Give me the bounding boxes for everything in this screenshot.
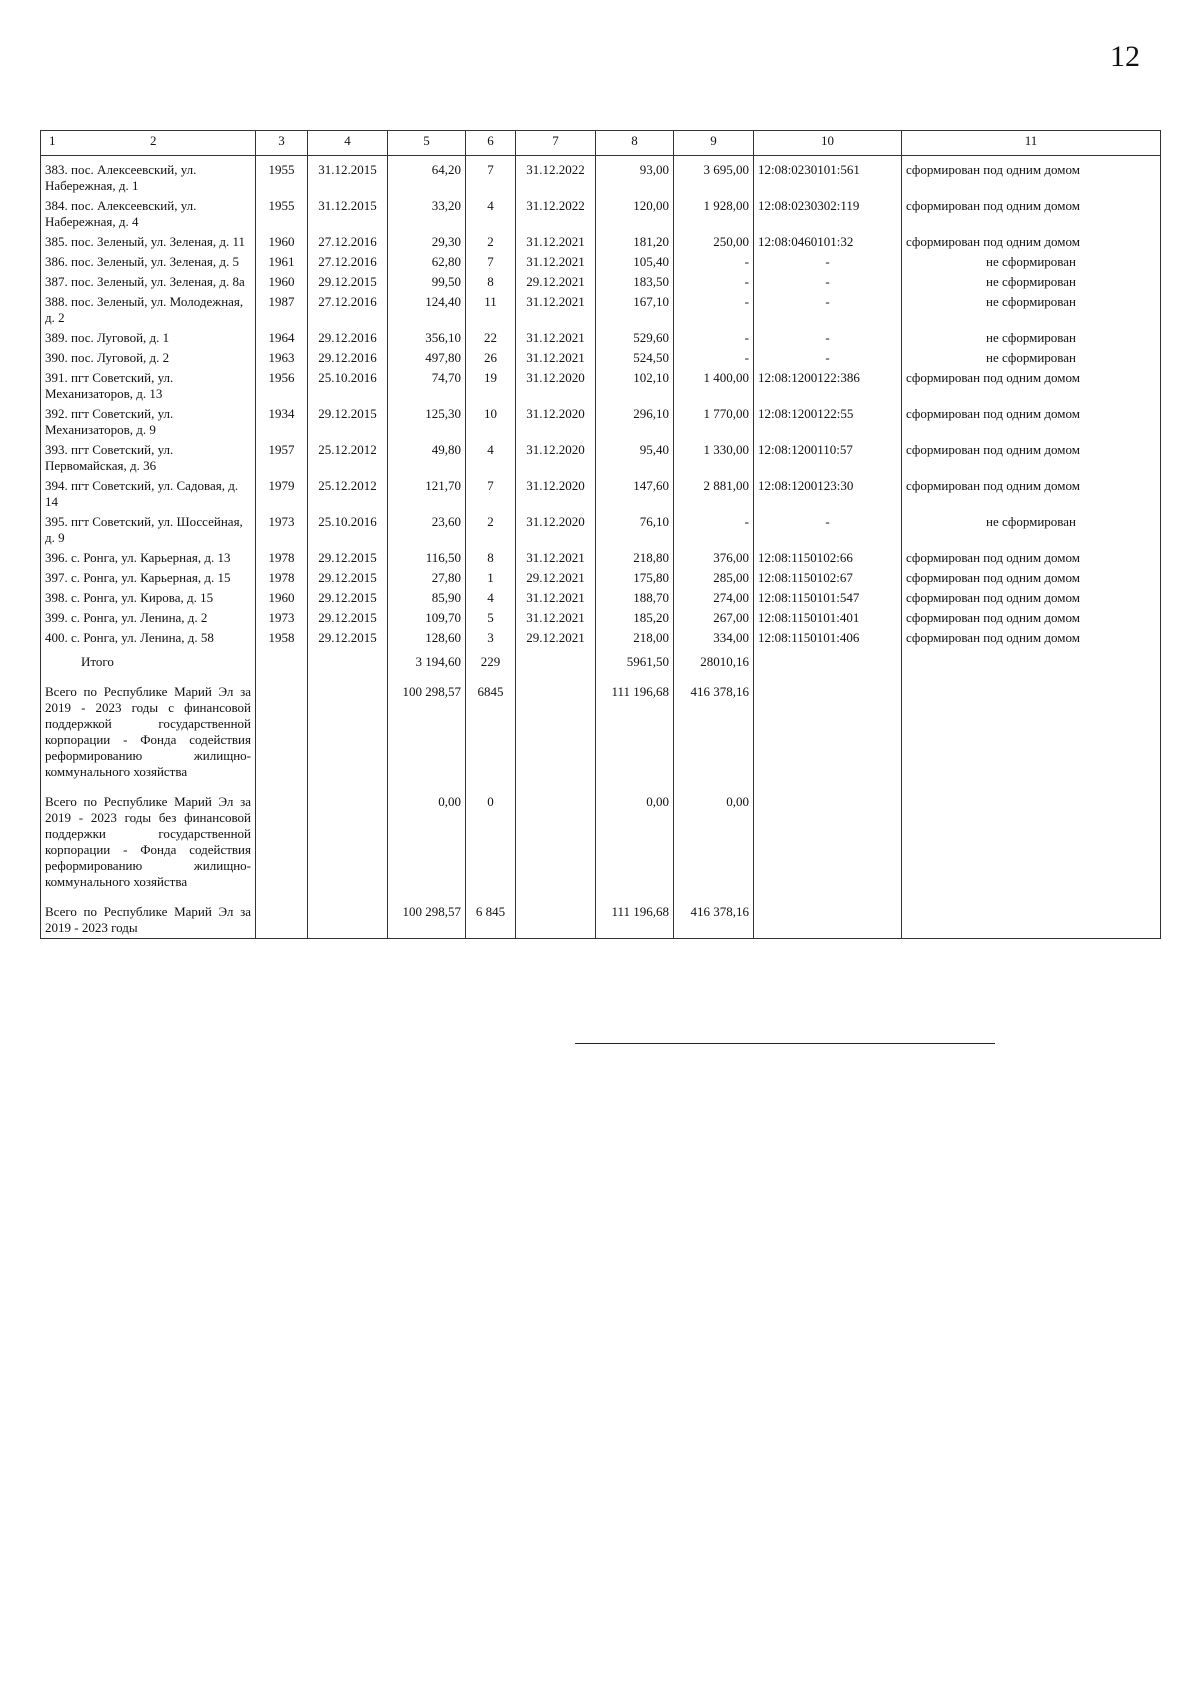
date-recognized-cell: 25.12.2012: [308, 440, 388, 476]
cadastral-cell: -: [754, 272, 902, 292]
total-row: [41, 782, 1161, 892]
land-area-cell: -: [674, 272, 754, 292]
land-status-cell: не сформирован: [902, 272, 1161, 292]
land-status-cell: сформирован под одним домом: [902, 368, 1161, 404]
date-recognized-cell: 29.12.2015: [308, 548, 388, 568]
land-status-cell: сформирован под одним домом: [902, 440, 1161, 476]
total-residents: 6 845: [466, 892, 516, 939]
year-cell: 1973: [256, 512, 308, 548]
year-cell: 1957: [256, 440, 308, 476]
area-cell: 497,80: [388, 348, 466, 368]
date-recognized-cell: 29.12.2015: [308, 404, 388, 440]
land-area-cell: 267,00: [674, 608, 754, 628]
table-row: [41, 252, 1161, 272]
table-row: [41, 292, 1161, 328]
address-cell: 388. пос. Зеленый, ул. Молодежная, д. 2: [41, 292, 256, 328]
area2-cell: 188,70: [596, 588, 674, 608]
land-status-cell: сформирован под одним домом: [902, 628, 1161, 648]
area-cell: 74,70: [388, 368, 466, 404]
year-cell: 1960: [256, 232, 308, 252]
residents-cell: 2: [466, 512, 516, 548]
subtotal-kad-cell: [754, 648, 902, 672]
area-cell: 29,30: [388, 232, 466, 252]
total-kad-cell: [754, 892, 902, 939]
year-cell: 1963: [256, 348, 308, 368]
address-cell: 385. пос. Зеленый, ул. Зеленая, д. 11: [41, 232, 256, 252]
land-area-cell: -: [674, 512, 754, 548]
subtotal-land-area: 28010,16: [674, 648, 754, 672]
address-cell: 396. с. Ронга, ул. Карьерная, д. 13: [41, 548, 256, 568]
cadastral-cell: 12:08:1150102:66: [754, 548, 902, 568]
land-status-cell: сформирован под одним домом: [902, 588, 1161, 608]
area-cell: 62,80: [388, 252, 466, 272]
date-planned-cell: 31.12.2021: [516, 252, 596, 272]
total-land-area: 0,00: [674, 782, 754, 892]
total-area: 100 298,57: [388, 892, 466, 939]
address-cell: 399. с. Ронга, ул. Ленина, д. 2: [41, 608, 256, 628]
area-cell: 128,60: [388, 628, 466, 648]
divider-line: [575, 1043, 995, 1044]
land-area-cell: -: [674, 292, 754, 328]
col-header-10: 10: [754, 131, 902, 156]
total-date-cell: [308, 782, 388, 892]
total-area: 100 298,57: [388, 672, 466, 782]
cadastral-cell: 12:08:1150101:406: [754, 628, 902, 648]
date-planned-cell: 31.12.2021: [516, 232, 596, 252]
address-cell: 387. пос. Зеленый, ул. Зеленая, д. 8а: [41, 272, 256, 292]
total-area2: 111 196,68: [596, 892, 674, 939]
residents-cell: 1: [466, 568, 516, 588]
date-planned-cell: 29.12.2021: [516, 628, 596, 648]
area2-cell: 183,50: [596, 272, 674, 292]
land-area-cell: 3 695,00: [674, 156, 754, 197]
area-cell: 124,40: [388, 292, 466, 328]
residents-cell: 3: [466, 628, 516, 648]
col-header-11: 11: [902, 131, 1161, 156]
date-recognized-cell: 25.10.2016: [308, 368, 388, 404]
total-status-cell: [902, 892, 1161, 939]
land-area-cell: 274,00: [674, 588, 754, 608]
total-row: [41, 672, 1161, 782]
col-header-3: 3: [256, 131, 308, 156]
address-cell: 390. пос. Луговой, д. 2: [41, 348, 256, 368]
date-planned-cell: 31.12.2021: [516, 588, 596, 608]
date-recognized-cell: 29.12.2016: [308, 348, 388, 368]
total-kad-cell: [754, 782, 902, 892]
cadastral-cell: 12:08:1150101:401: [754, 608, 902, 628]
date-planned-cell: 31.12.2020: [516, 368, 596, 404]
year-cell: 1973: [256, 608, 308, 628]
table-row: [41, 196, 1161, 232]
area2-cell: 95,40: [596, 440, 674, 476]
area-cell: 64,20: [388, 156, 466, 197]
area-cell: 125,30: [388, 404, 466, 440]
cadastral-cell: -: [754, 328, 902, 348]
residents-cell: 7: [466, 476, 516, 512]
date-planned-cell: 31.12.2022: [516, 196, 596, 232]
date-planned-cell: 31.12.2021: [516, 328, 596, 348]
subtotal-residents: 229: [466, 648, 516, 672]
cadastral-cell: 12:08:0460101:32: [754, 232, 902, 252]
header-row: [41, 131, 1161, 156]
land-area-cell: 334,00: [674, 628, 754, 648]
area2-cell: 296,10: [596, 404, 674, 440]
table-row: [41, 328, 1161, 348]
residents-cell: 4: [466, 196, 516, 232]
land-status-cell: не сформирован: [902, 512, 1161, 548]
col-header-5: 5: [388, 131, 466, 156]
total-date2-cell: [516, 672, 596, 782]
total-year-cell: [256, 892, 308, 939]
date-recognized-cell: 31.12.2015: [308, 196, 388, 232]
residents-cell: 4: [466, 440, 516, 476]
area2-cell: 93,00: [596, 156, 674, 197]
table-row: [41, 512, 1161, 548]
land-status-cell: сформирован под одним домом: [902, 568, 1161, 588]
land-status-cell: сформирован под одним домом: [902, 476, 1161, 512]
total-label: Всего по Республике Марий Эл за 2019 - 2023 годы с финансовой поддержкой государственной корпорации - Фонда содействия реформированию жилищно-коммунального хозяйства: [41, 672, 256, 782]
table-row: [41, 272, 1161, 292]
date-planned-cell: 31.12.2021: [516, 348, 596, 368]
subtotal-area2: 5961,50: [596, 648, 674, 672]
date-recognized-cell: 29.12.2015: [308, 588, 388, 608]
table-row: [41, 440, 1161, 476]
date-planned-cell: 31.12.2021: [516, 548, 596, 568]
total-land-area: 416 378,16: [674, 892, 754, 939]
address-cell: 391. пгт Советский, ул. Механизаторов, д. 13: [41, 368, 256, 404]
cadastral-cell: 12:08:1200123:30: [754, 476, 902, 512]
address-cell: 386. пос. Зеленый, ул. Зеленая, д. 5: [41, 252, 256, 272]
land-area-cell: 1 770,00: [674, 404, 754, 440]
total-kad-cell: [754, 672, 902, 782]
year-cell: 1978: [256, 548, 308, 568]
land-status-cell: не сформирован: [902, 348, 1161, 368]
page-number: 12: [1110, 40, 1140, 73]
table-body: [41, 156, 1161, 939]
total-date-cell: [308, 892, 388, 939]
date-recognized-cell: 31.12.2015: [308, 156, 388, 197]
address-cell: 384. пос. Алексеевский, ул. Набережная, д. 4: [41, 196, 256, 232]
area2-cell: 185,20: [596, 608, 674, 628]
cadastral-cell: -: [754, 292, 902, 328]
address-cell: 398. с. Ронга, ул. Кирова, д. 15: [41, 588, 256, 608]
land-status-cell: сформирован под одним домом: [902, 156, 1161, 197]
date-recognized-cell: 29.12.2015: [308, 272, 388, 292]
address-cell: 383. пос. Алексеевский, ул. Набережная, д. 1: [41, 156, 256, 197]
residents-cell: 26: [466, 348, 516, 368]
land-area-cell: -: [674, 348, 754, 368]
date-planned-cell: 31.12.2020: [516, 512, 596, 548]
residents-cell: 4: [466, 588, 516, 608]
subtotal-row: [41, 648, 1161, 672]
total-status-cell: [902, 782, 1161, 892]
total-residents: 0: [466, 782, 516, 892]
land-status-cell: сформирован под одним домом: [902, 196, 1161, 232]
subtotal-label: Итого: [41, 648, 256, 672]
year-cell: 1960: [256, 588, 308, 608]
col-header-9: 9: [674, 131, 754, 156]
table-row: [41, 368, 1161, 404]
year-cell: 1961: [256, 252, 308, 272]
land-area-cell: 1 330,00: [674, 440, 754, 476]
cadastral-cell: 12:08:1150102:67: [754, 568, 902, 588]
date-planned-cell: 31.12.2020: [516, 404, 596, 440]
date-recognized-cell: 27.12.2016: [308, 292, 388, 328]
col-header-8: 8: [596, 131, 674, 156]
total-label: Всего по Республике Марий Эл за 2019 - 2023 годы: [41, 892, 256, 939]
table-row: [41, 548, 1161, 568]
total-land-area: 416 378,16: [674, 672, 754, 782]
date-planned-cell: 31.12.2021: [516, 608, 596, 628]
cadastral-cell: -: [754, 348, 902, 368]
area-cell: 33,20: [388, 196, 466, 232]
subtotal-date2-cell: [516, 648, 596, 672]
total-residents: 6845: [466, 672, 516, 782]
table-row: [41, 608, 1161, 628]
subtotal-year-cell: [256, 648, 308, 672]
subtotal-area: 3 194,60: [388, 648, 466, 672]
address-cell: 400. с. Ронга, ул. Ленина, д. 58: [41, 628, 256, 648]
land-status-cell: сформирован под одним домом: [902, 404, 1161, 440]
cadastral-cell: 12:08:0230101:561: [754, 156, 902, 197]
residents-cell: 8: [466, 548, 516, 568]
cadastral-cell: -: [754, 252, 902, 272]
land-status-cell: не сформирован: [902, 292, 1161, 328]
total-year-cell: [256, 782, 308, 892]
year-cell: 1987: [256, 292, 308, 328]
land-area-cell: 250,00: [674, 232, 754, 252]
land-area-cell: 285,00: [674, 568, 754, 588]
col-header-7: 7: [516, 131, 596, 156]
year-cell: 1955: [256, 196, 308, 232]
total-area2: 111 196,68: [596, 672, 674, 782]
date-recognized-cell: 25.10.2016: [308, 512, 388, 548]
land-status-cell: не сформирован: [902, 328, 1161, 348]
total-status-cell: [902, 672, 1161, 782]
area-cell: 116,50: [388, 548, 466, 568]
land-area-cell: 376,00: [674, 548, 754, 568]
residents-cell: 7: [466, 252, 516, 272]
area2-cell: 175,80: [596, 568, 674, 588]
area2-cell: 120,00: [596, 196, 674, 232]
col-header-4: 4: [308, 131, 388, 156]
area-cell: 356,10: [388, 328, 466, 348]
land-status-cell: не сформирован: [902, 252, 1161, 272]
cadastral-cell: 12:08:0230302:119: [754, 196, 902, 232]
col-header-1: 1: [49, 133, 56, 148]
area-cell: 49,80: [388, 440, 466, 476]
year-cell: 1955: [256, 156, 308, 197]
land-area-cell: 2 881,00: [674, 476, 754, 512]
total-date2-cell: [516, 782, 596, 892]
total-label: Всего по Республике Марий Эл за 2019 - 2023 годы без финансовой поддержки государственной корпорации - Фонда содействия реформированию жилищно-коммунального хозяйства: [41, 782, 256, 892]
residents-cell: 19: [466, 368, 516, 404]
residents-cell: 7: [466, 156, 516, 197]
cadastral-cell: 12:08:1200122:386: [754, 368, 902, 404]
area2-cell: 218,80: [596, 548, 674, 568]
year-cell: 1956: [256, 368, 308, 404]
date-planned-cell: 29.12.2021: [516, 272, 596, 292]
year-cell: 1964: [256, 328, 308, 348]
date-recognized-cell: 27.12.2016: [308, 232, 388, 252]
address-cell: 394. пгт Советский, ул. Садовая, д. 14: [41, 476, 256, 512]
area2-cell: 105,40: [596, 252, 674, 272]
subtotal-date-cell: [308, 648, 388, 672]
cadastral-cell: 12:08:1200122:55: [754, 404, 902, 440]
date-planned-cell: 29.12.2021: [516, 568, 596, 588]
date-planned-cell: 31.12.2021: [516, 292, 596, 328]
date-planned-cell: 31.12.2020: [516, 476, 596, 512]
area-cell: 23,60: [388, 512, 466, 548]
col-header-2: [41, 131, 256, 156]
date-recognized-cell: 27.12.2016: [308, 252, 388, 272]
land-status-cell: сформирован под одним домом: [902, 548, 1161, 568]
cadastral-cell: -: [754, 512, 902, 548]
date-recognized-cell: 29.12.2015: [308, 628, 388, 648]
address-cell: 389. пос. Луговой, д. 1: [41, 328, 256, 348]
date-planned-cell: 31.12.2022: [516, 156, 596, 197]
year-cell: 1958: [256, 628, 308, 648]
table-row: [41, 404, 1161, 440]
total-date2-cell: [516, 892, 596, 939]
col-header-2-label: 2: [150, 133, 157, 148]
residents-cell: 2: [466, 232, 516, 252]
address-cell: 397. с. Ронга, ул. Карьерная, д. 15: [41, 568, 256, 588]
subtotal-status-cell: [902, 648, 1161, 672]
total-row: [41, 892, 1161, 939]
residents-cell: 8: [466, 272, 516, 292]
area2-cell: 147,60: [596, 476, 674, 512]
table-row: [41, 568, 1161, 588]
housing-table: [40, 130, 1161, 939]
table-row: [41, 628, 1161, 648]
year-cell: 1978: [256, 568, 308, 588]
table-row: [41, 156, 1161, 197]
housing-table-sheet: [40, 130, 1160, 939]
address-cell: 392. пгт Советский, ул. Механизаторов, д. 9: [41, 404, 256, 440]
area2-cell: 76,10: [596, 512, 674, 548]
residents-cell: 10: [466, 404, 516, 440]
year-cell: 1979: [256, 476, 308, 512]
land-status-cell: сформирован под одним домом: [902, 232, 1161, 252]
year-cell: 1934: [256, 404, 308, 440]
cadastral-cell: 12:08:1200110:57: [754, 440, 902, 476]
total-year-cell: [256, 672, 308, 782]
area-cell: 121,70: [388, 476, 466, 512]
total-area: 0,00: [388, 782, 466, 892]
area-cell: 85,90: [388, 588, 466, 608]
area2-cell: 218,00: [596, 628, 674, 648]
address-cell: 393. пгт Советский, ул. Первомайская, д. 36: [41, 440, 256, 476]
area2-cell: 181,20: [596, 232, 674, 252]
land-area-cell: 1 400,00: [674, 368, 754, 404]
table-row: [41, 588, 1161, 608]
residents-cell: 22: [466, 328, 516, 348]
date-recognized-cell: 29.12.2016: [308, 328, 388, 348]
area-cell: 27,80: [388, 568, 466, 588]
area2-cell: 102,10: [596, 368, 674, 404]
land-area-cell: 1 928,00: [674, 196, 754, 232]
area2-cell: 529,60: [596, 328, 674, 348]
table-row: [41, 348, 1161, 368]
area-cell: 99,50: [388, 272, 466, 292]
land-status-cell: сформирован под одним домом: [902, 608, 1161, 628]
year-cell: 1960: [256, 272, 308, 292]
residents-cell: 11: [466, 292, 516, 328]
address-cell: 395. пгт Советский, ул. Шоссейная, д. 9: [41, 512, 256, 548]
date-recognized-cell: 29.12.2015: [308, 608, 388, 628]
area2-cell: 167,10: [596, 292, 674, 328]
total-date-cell: [308, 672, 388, 782]
date-planned-cell: 31.12.2020: [516, 440, 596, 476]
area-cell: 109,70: [388, 608, 466, 628]
table-row: [41, 476, 1161, 512]
area2-cell: 524,50: [596, 348, 674, 368]
cadastral-cell: 12:08:1150101:547: [754, 588, 902, 608]
date-recognized-cell: 25.12.2012: [308, 476, 388, 512]
total-area2: 0,00: [596, 782, 674, 892]
land-area-cell: -: [674, 328, 754, 348]
table-row: [41, 232, 1161, 252]
land-area-cell: -: [674, 252, 754, 272]
residents-cell: 5: [466, 608, 516, 628]
date-recognized-cell: 29.12.2015: [308, 568, 388, 588]
col-header-6: 6: [466, 131, 516, 156]
